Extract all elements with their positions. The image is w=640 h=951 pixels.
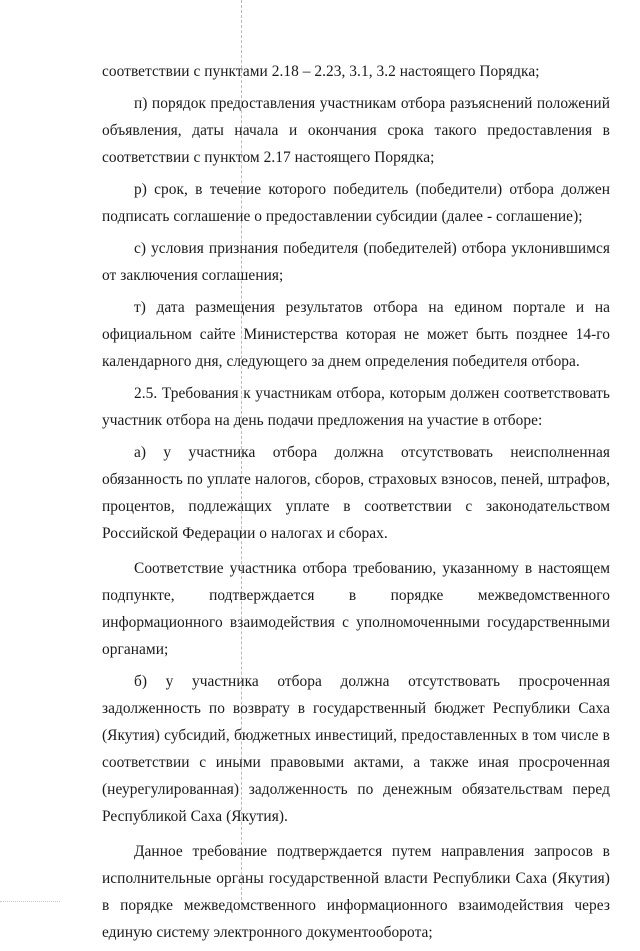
paragraph-item-s: с) условия признания победителя (победителей) отбора уклонившимся от заключения соглашения;: [102, 240, 610, 284]
paragraph-item-a: а) у участника отбора должна отсутствовать неисполненная обязанность по уплате налогов, сборов, страховых взносов, пеней, штрафов, процентов, подлежащих уплате в соответствии с законодательством Российской Федерации о налогах и сборах.: [102, 444, 610, 542]
paragraph-confirmation-a: Соответствие участника отбора требованию, указанному в настоящем подпункте, подтверждается в порядке межведомственного информационного взаимодействия с уполномоченными государственными органами;: [102, 560, 610, 658]
paragraph-section-2-5: 2.5. Требования к участникам отбора, которым должен соответствовать участник отбора на день подачи предложения на участие в отборе:: [102, 385, 610, 429]
paragraph-confirmation-b: Данное требование подтверждается путем направления запросов в исполнительные органы государственной власти Республики Саха (Якутия) в порядке межведомственного информационного взаимодействия через единую систему электронного документооборота;: [102, 843, 610, 941]
paragraph-continuation: соответствии с пунктами 2.18 – 2.23, 3.1, 3.2 настоящего Порядка;: [102, 63, 540, 80]
paragraph-item-b: б) у участника отбора должна отсутствовать просроченная задолженность по возврату в государственный бюджет Республики Саха (Якутия) субсидий, бюджетных инвестиций, предоставленных в том числе в соответствии с иными правовыми актами, а также иная просроченная (неурегулированная) задолженность по денежным обязательствам перед Республикой Саха (Якутия).: [102, 673, 610, 825]
paragraph-item-r: р) срок, в течение которого победитель (победители) отбора должен подписать соглашение о предоставлении субсидии (далее - соглашение);: [102, 181, 610, 225]
paragraph-item-t: т) дата размещения результатов отбора на едином портале и на официальном сайте Министерства которая не может быть позднее 14-го календарного дня, следующего за днем определения победителя отбора.: [102, 299, 610, 370]
scan-edge-mark: [0, 901, 60, 902]
document-body: [102, 58, 610, 951]
paragraph-item-p: п) порядок предоставления участникам отбора разъяснений положений объявления, даты начала и окончания срока такого предоставления в соответствии с пунктом 2.17 настоящего Порядка;: [102, 95, 610, 166]
